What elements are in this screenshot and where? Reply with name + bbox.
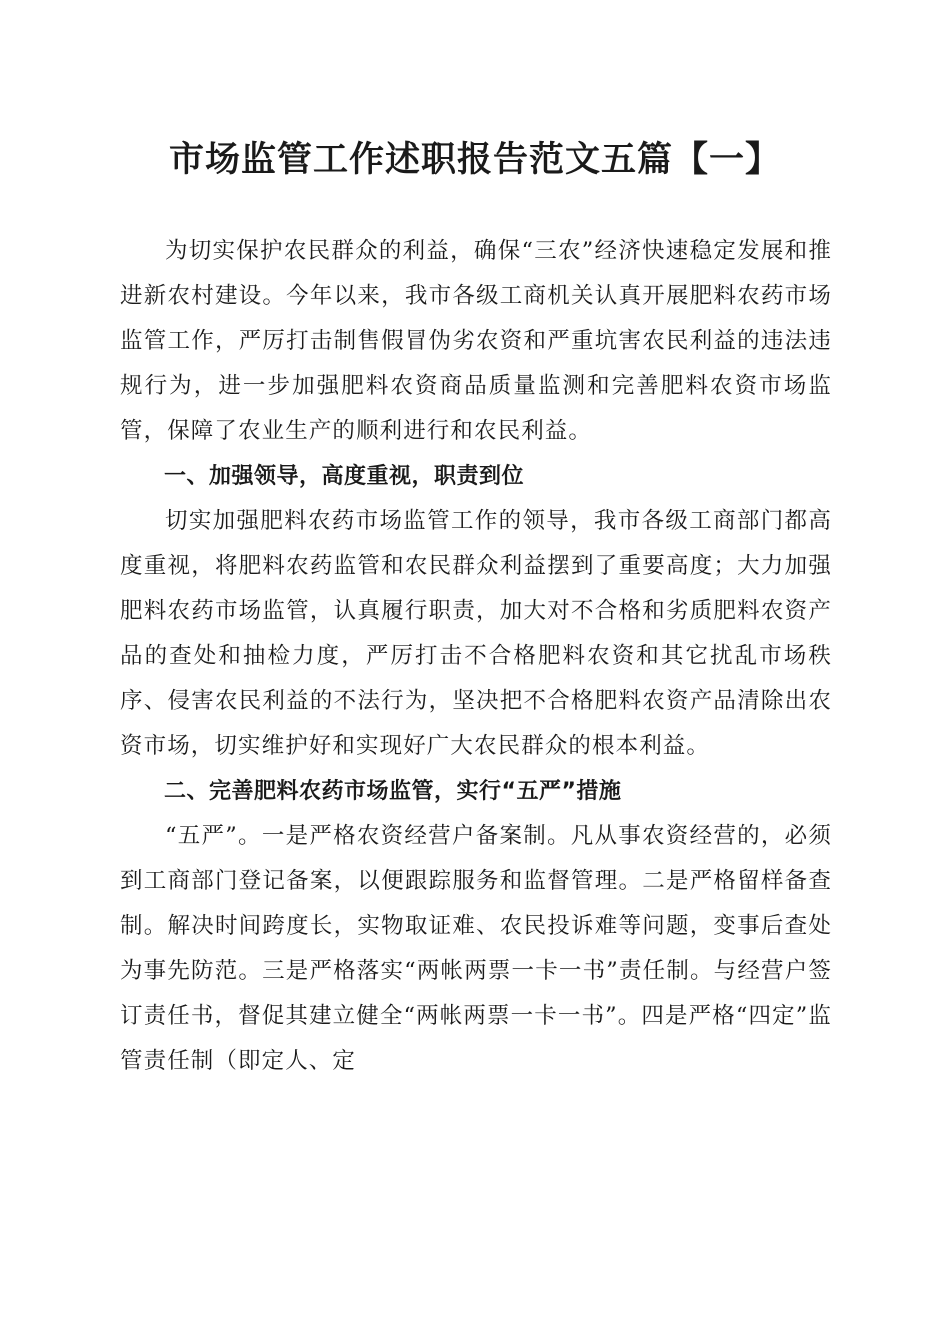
document-body (120, 229, 832, 1084)
paragraph-section-2: “五严”。一是严格农资经营户备案制。凡从事农资经营的，必须到工商部门登记备案，以便跟踪服务和监督管理。二是严格留样备查制。解决时间跨度长，实物取证难、农民投诉难等问题，变事后查处为事先防范。三是严格落实“两帐两票一卡一书”责任制。与经营户签订责任书，督促其建立健全“两帐两票一卡一书”。四是严格“四定”监管责任制（即定人、定 (120, 823, 832, 1074)
section-heading-1: 一、加强领导，高度重视，职责到位 (164, 464, 525, 489)
paragraph-section-1: 切实加强肥料农药市场监管工作的领导，我市各级工商部门都高度重视，将肥料农药监管和农民群众利益摆到了重要高度；大力加强肥料农药市场监管，认真履行职责，加大对不合格和劣质肥料农资产品的查处和抽检力度，严厉打击不合格肥料农资和其它扰乱市场秩序、侵害农民利益的不法行为，坚决把不合格肥料农资产品清除出农资市场，切实维护好和实现好广大农民群众的根本利益。 (120, 508, 832, 759)
paragraph-intro: 为切实保护农民群众的利益，确保“三农”经济快速稳定发展和推进新农村建设。今年以来，我市各级工商机关认真开展肥料农药市场监管工作，严厉打击制售假冒伪劣农资和严重坑害农民利益的违法违规行为，进一步加强肥料农资商品质量监测和完善肥料农资市场监管，保障了农业生产的顺利进行和农民利益。 (120, 238, 832, 444)
section-heading-2: 二、完善肥料农药市场监管，实行“五严”措施 (164, 779, 622, 804)
document-title: 市场监管工作述职报告范文五篇【一】 (168, 139, 781, 180)
